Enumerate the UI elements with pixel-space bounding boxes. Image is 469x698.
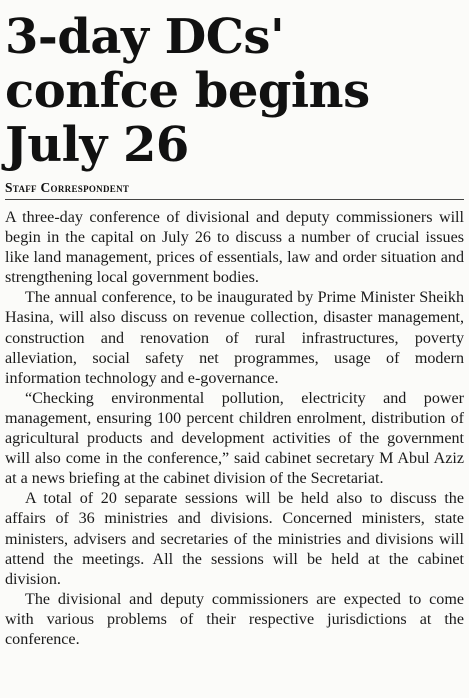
article-headline: 3-day DCs' confce begins July 26 [5, 9, 370, 173]
article-body [5, 208, 464, 650]
article-paragraph-4: A total of 20 separate sessions will be held also to discuss the affairs of 36 ministries and divisions. Concerned ministers, state ministers, advisers and secretaries of the ministries and divisions will attend the meetings. All the sessions will be held at the cabinet division. [5, 490, 464, 588]
article-paragraph-5: The divisional and deputy commissioners are expected to come with various problems of their respective jurisdictions at the conference. [5, 590, 464, 648]
article-paragraph-1: A three-day conference of divisional and deputy commissioners will begin in the capital on July 26 to discuss a number of crucial issues like land management, prices of essentials, law and order situation and strengthening local government bodies. [5, 209, 464, 287]
article-paragraph-3: “Checking environmental pollution, electricity and power management, ensuring 100 percent children enrolment, distribution of agricultural products and development activities of the government will also come in the conference,” said cabinet secretary M Abul Aziz at a news briefing at the cabinet division of the Secretariat. [5, 389, 464, 488]
article-byline: Staff Correspondent [5, 180, 464, 200]
article-paragraph-2: The annual conference, to be inaugurated by Prime Minister Sheikh Hasina, will also discuss on revenue collection, disaster management, construction and renovation of rural infrastructures, poverty alleviation, social safety net programmes, usage of modern information technology and e-governance. [5, 289, 464, 387]
